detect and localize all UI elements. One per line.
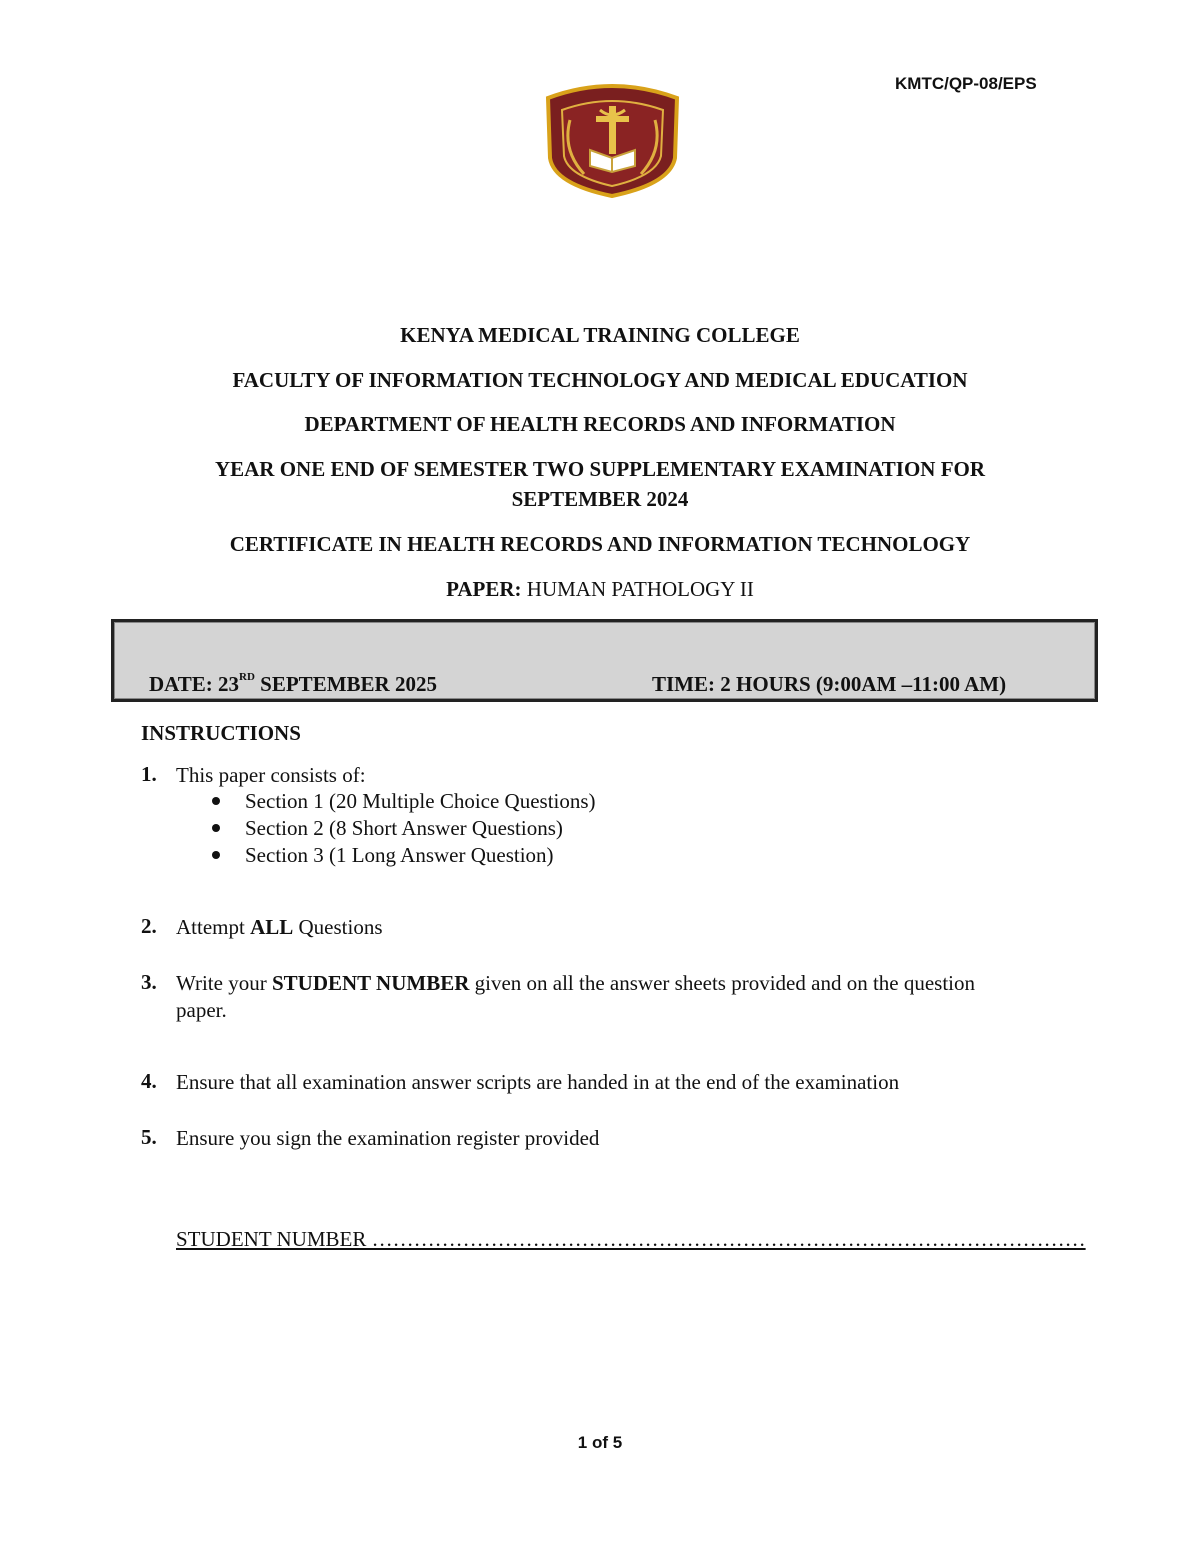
- exam-title-line1: YEAR ONE END OF SEMESTER TWO SUPPLEMENTARY EXAMINATION FOR: [214, 457, 986, 481]
- instruction-1: [141, 762, 1021, 789]
- instruction-text: Questions: [293, 915, 383, 939]
- instruction-emphasis: ALL: [250, 915, 294, 939]
- bullet-icon: [212, 797, 220, 805]
- exam-title-line2: SEPTEMBER 2024: [511, 487, 689, 511]
- instruction-text: Attempt: [176, 915, 251, 939]
- faculty-name: FACULTY OF INFORMATION TECHNOLOGY AND MEDICAL EDUCATION: [232, 368, 968, 392]
- instruction-emphasis: STUDENT NUMBER: [271, 971, 470, 995]
- college-name: KENYA MEDICAL TRAINING COLLEGE: [400, 323, 800, 347]
- bullet-icon: [212, 824, 220, 832]
- section-item: [212, 816, 563, 841]
- paper-line: [0, 577, 1200, 602]
- instruction-text: Ensure you sign the examination register provided: [176, 1126, 600, 1150]
- instruction-2: [141, 914, 1021, 941]
- instruction-number: 3.: [141, 970, 157, 994]
- section-text: Section 3 (1 Long Answer Question): [245, 843, 554, 867]
- instruction-3: [141, 970, 1021, 1024]
- instructions-title: INSTRUCTIONS: [141, 721, 301, 745]
- instruction-number: 2.: [141, 914, 157, 938]
- section-text: Section 2 (8 Short Answer Questions): [245, 816, 563, 840]
- department-name: DEPARTMENT OF HEALTH RECORDS AND INFORMATION: [304, 412, 896, 436]
- student-number-field: STUDENT NUMBER …………………………………………………………………………………………: [176, 1227, 1086, 1251]
- schedule-box: [111, 619, 1098, 702]
- instruction-number: 5.: [141, 1125, 157, 1149]
- kmtc-crest-icon: [540, 80, 685, 200]
- section-item: [212, 843, 554, 868]
- date-label: DATE: 23: [149, 672, 240, 696]
- instruction-text: Ensure that all examination answer scripts are handed in at the end of the examination: [176, 1070, 900, 1094]
- paper-name: HUMAN PATHOLOGY II: [526, 577, 754, 601]
- page-number: 1 of 5: [577, 1433, 623, 1452]
- instruction-text: Write your: [176, 971, 272, 995]
- section-item: [212, 789, 596, 814]
- bullet-icon: [212, 851, 220, 859]
- certificate-name: CERTIFICATE IN HEALTH RECORDS AND INFORMATION TECHNOLOGY: [229, 532, 971, 556]
- instruction-number: 1.: [141, 762, 157, 786]
- date-month-year: SEPTEMBER 2025: [254, 672, 437, 696]
- document-reference: KMTC/QP-08/EPS: [895, 74, 1037, 93]
- paper-label: PAPER:: [446, 577, 522, 601]
- instruction-text: given on all the answer sheets provided and on the question paper.: [176, 971, 976, 1022]
- instruction-4: [141, 1069, 1021, 1096]
- section-text: Section 1 (20 Multiple Choice Questions): [245, 789, 596, 813]
- date-suffix: RD: [239, 671, 255, 683]
- instruction-number: 4.: [141, 1069, 157, 1093]
- instruction-5: [141, 1125, 1021, 1152]
- exam-date: [149, 672, 437, 697]
- instruction-text: This paper consists of:: [176, 763, 366, 787]
- exam-time: TIME: 2 HOURS (9:00AM –11:00 AM): [652, 672, 1007, 696]
